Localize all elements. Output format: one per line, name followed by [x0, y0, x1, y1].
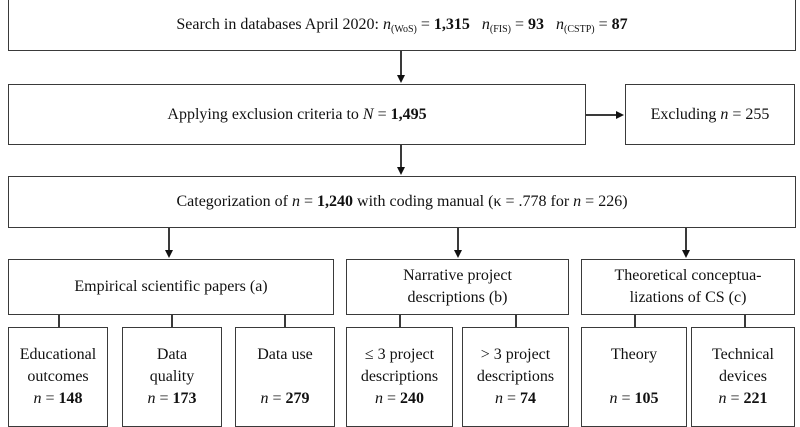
exclusion-box [8, 84, 586, 145]
category-narrative-label: Narrative project descriptions (b) [403, 267, 512, 306]
connector-leaf-1 [58, 315, 60, 327]
connector-leaf-6 [634, 315, 636, 327]
connector-cat-b [457, 228, 459, 250]
connector-leaf-7 [744, 315, 746, 327]
category-narrative-box [346, 259, 569, 315]
arrowhead-exclusion-categorization [397, 167, 405, 175]
connector-exclusion-excluding [586, 114, 616, 116]
leaf-data-use: Data use n = 279 [235, 327, 335, 427]
arrowhead-cat-c [682, 250, 690, 258]
leaf-le3-project-descriptions: ≤ 3 project descriptions n = 240 [346, 327, 453, 427]
leaf-technical-devices: Technical devices n = 221 [691, 327, 795, 427]
connector-search-exclusion [400, 51, 402, 75]
leaf-data-quality: Data quality n = 173 [122, 327, 222, 427]
connector-leaf-2 [171, 315, 173, 327]
category-theoretical-label: Theoretical conceptua- lizations of CS (c) [614, 267, 762, 306]
connector-leaf-3 [284, 315, 286, 327]
excluding-text: Excluding n = 255 [650, 105, 770, 123]
arrowhead-cat-a [165, 250, 173, 258]
connector-exclusion-categorization [400, 145, 402, 167]
arrowhead-cat-b [454, 250, 462, 258]
search-text: Search in databases April 2020: $n_{(WoS)} = 1,315$ $n_{(FIS)} = 93$ $n_{(CSTP)} = 87$ [176, 15, 628, 35]
connector-leaf-4 [399, 315, 401, 327]
categorization-box [8, 176, 796, 228]
leaf-educational-outcomes: Educational outcomes n = 148 [8, 327, 108, 427]
category-empirical-label: Empirical scientific papers (a) [74, 278, 268, 296]
arrowhead-exclusion-excluding [616, 111, 624, 119]
connector-cat-c [685, 228, 687, 250]
leaf-gt3-project-descriptions: > 3 project descriptions n = 74 [462, 327, 569, 427]
leaf-theory: Theory n = 105 [581, 327, 687, 427]
connector-cat-a [168, 228, 170, 250]
exclusion-text: Applying exclusion criteria to N = 1,495 [167, 105, 427, 123]
search-box [8, 0, 796, 51]
category-empirical-box [8, 259, 334, 315]
excluding-box [625, 84, 795, 145]
categorization-text: Categorization of n = 1,240 with coding manual (κ = .778 for n = 226) [176, 193, 628, 211]
connector-leaf-5 [515, 315, 517, 327]
category-theoretical-box [581, 259, 795, 315]
arrowhead-search-exclusion [397, 75, 405, 83]
